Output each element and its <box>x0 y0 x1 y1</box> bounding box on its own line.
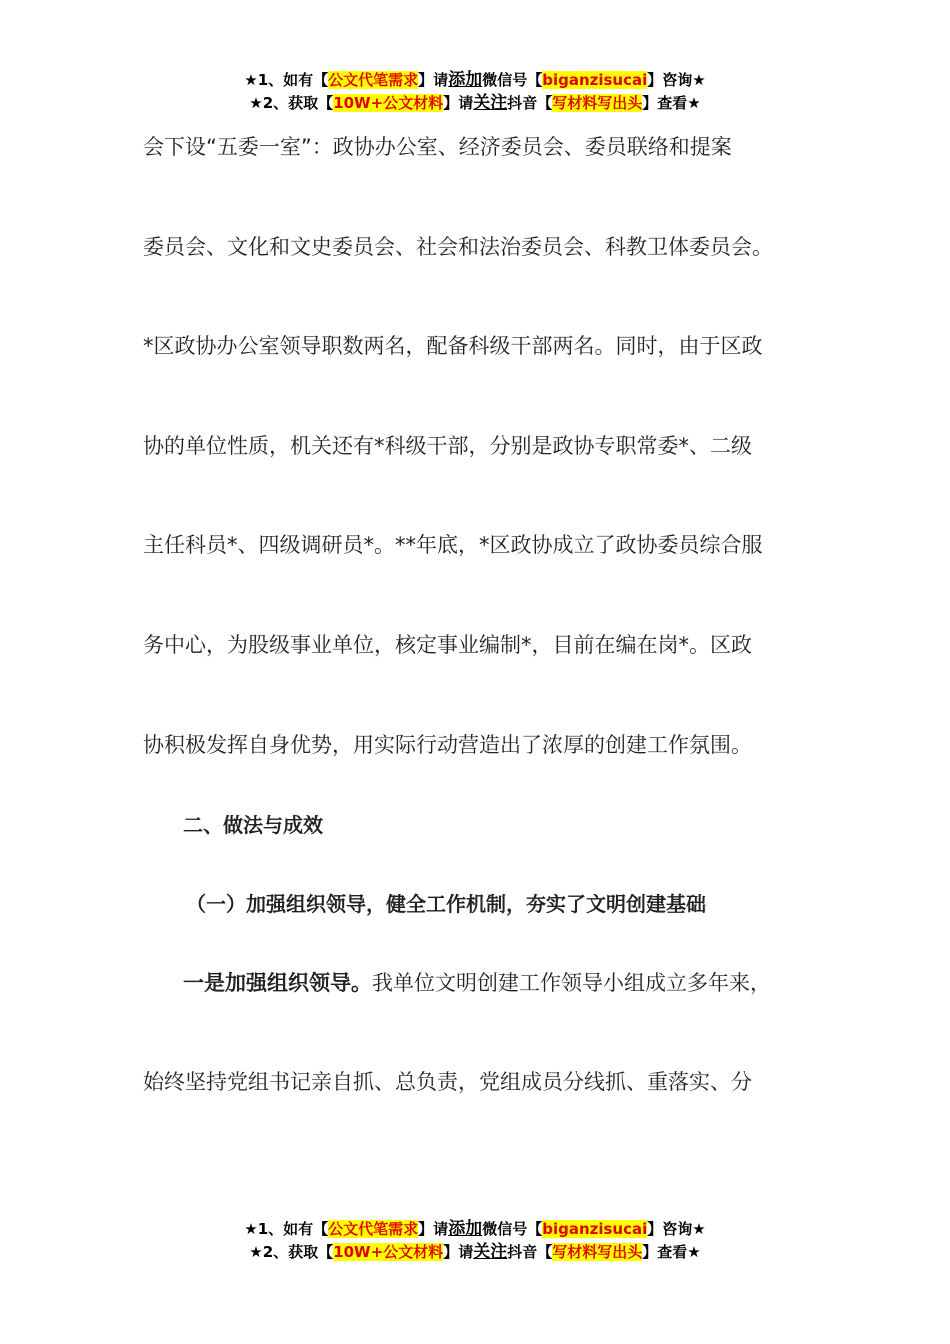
banner-text: 】查看★ <box>642 94 701 112</box>
body-line-last: 始终坚持党组书记亲自抓、总负责，党组成员分线抓、重落实、分 <box>143 1070 752 1094</box>
banner-text: 】请 <box>443 94 474 112</box>
banner-text: 】请 <box>418 1220 449 1238</box>
banner-text: 抖音【 <box>507 94 553 112</box>
body-line-1: 会下设“五委一室”：政协办公室、经济委员会、委员联络和提案 <box>143 135 732 159</box>
paragraph-first-line <box>183 967 771 997</box>
banner-text: 】咨询★ <box>647 71 706 89</box>
banner-line-2 <box>0 1241 950 1264</box>
banner-emphasis: 添加 <box>448 70 483 90</box>
banner-highlight: 10W+公文材料 <box>333 1243 444 1261</box>
banner-highlight: 公文代笔需求 <box>328 71 419 89</box>
banner-highlight: 10W+公文材料 <box>333 94 444 112</box>
wechat-id: biganzisucai <box>542 71 648 89</box>
banner-line-1 <box>0 69 950 92</box>
body-line-3: *区政协办公室领导职数两名，配备科级干部两名。同时，由于区政 <box>143 334 763 358</box>
bottom-banner <box>0 1218 950 1264</box>
banner-text: 】请 <box>418 71 449 89</box>
banner-line-1 <box>0 1218 950 1241</box>
banner-text: ★2、获取【 <box>249 94 334 112</box>
banner-text: ★1、如有【 <box>244 1220 329 1238</box>
wechat-id: biganzisucai <box>542 1220 648 1238</box>
body-line-5: 主任科员*、四级调研员*。**年底，*区政协成立了政协委员综合服 <box>143 533 763 557</box>
body-line-2: 委员会、文化和文史委员会、社会和法治委员会、科教卫体委员会。 <box>143 235 773 259</box>
subsection-heading: （一）加强组织领导，健全工作机制，夯实了文明创建基础 <box>186 892 706 916</box>
banner-text: 】请 <box>443 1243 474 1261</box>
top-banner <box>0 69 950 115</box>
banner-highlight: 公文代笔需求 <box>328 1220 419 1238</box>
banner-text: ★1、如有【 <box>244 71 329 89</box>
body-line-6: 务中心，为股级事业单位，核定事业编制*，目前在编在岗*。区政 <box>143 633 752 657</box>
banner-line-2 <box>0 92 950 115</box>
banner-emphasis: 关注 <box>473 93 508 113</box>
banner-text: 】咨询★ <box>647 1220 706 1238</box>
banner-text: 抖音【 <box>507 1243 553 1261</box>
body-line-4: 协的单位性质，机关还有*科级干部，分别是政协专职常委*、二级 <box>143 434 752 458</box>
douyin-account: 写材料写出头 <box>552 1243 643 1261</box>
paragraph-lead: 一是加强组织领导。 <box>183 971 372 995</box>
section-heading: 二、做法与成效 <box>183 813 323 837</box>
body-line-7: 协积极发挥自身优势，用实际行动营造出了浓厚的创建工作氛围。 <box>143 733 752 757</box>
banner-emphasis: 关注 <box>473 1242 508 1262</box>
paragraph-text: 我单位文明创建工作领导小组成立多年来， <box>372 971 771 995</box>
banner-text: 】查看★ <box>642 1243 701 1261</box>
douyin-account: 写材料写出头 <box>552 94 643 112</box>
banner-emphasis: 添加 <box>448 1219 483 1239</box>
banner-text: ★2、获取【 <box>249 1243 334 1261</box>
banner-text: 微信号【 <box>482 71 543 89</box>
banner-text: 微信号【 <box>482 1220 543 1238</box>
